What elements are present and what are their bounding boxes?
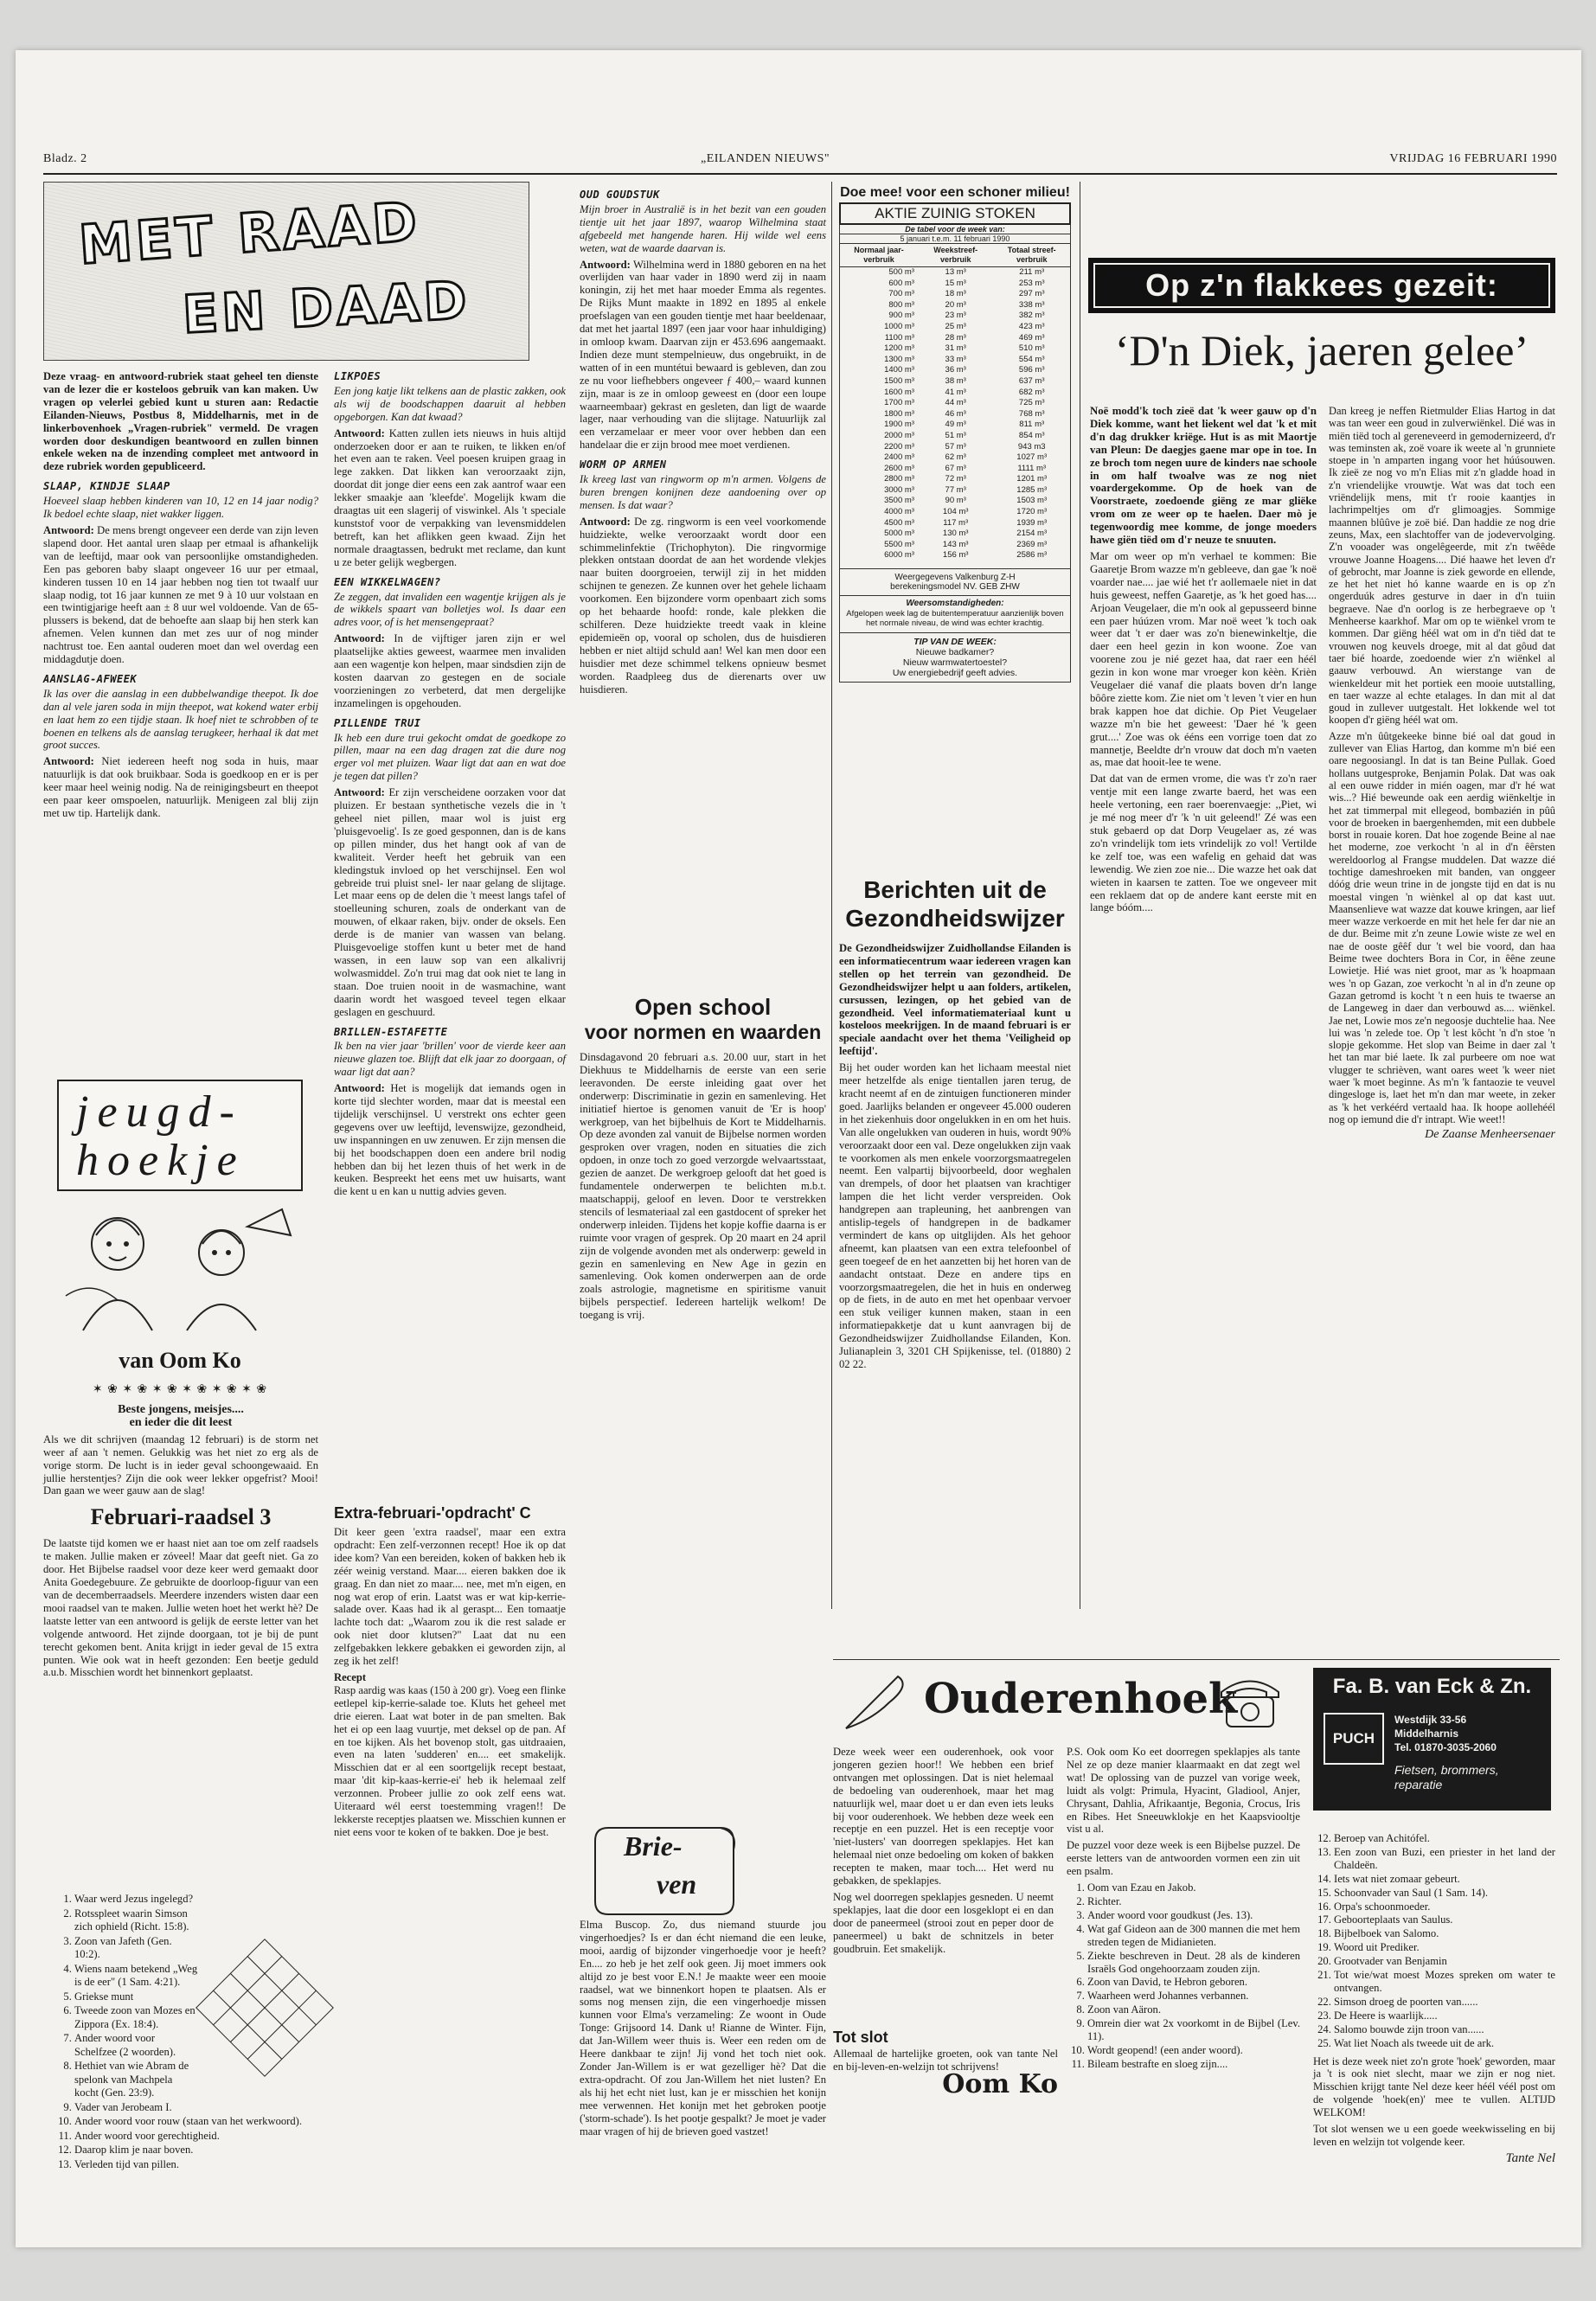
- table-cell: 1900 m³: [884, 420, 914, 430]
- puzzle-item: 25. Wat liet Noach als tweede uit de ark.: [1334, 2037, 1555, 2050]
- jeugd-illustration: [48, 1080, 308, 1339]
- quiz-item: 8. Hethiet van wie Abram de spelonk van Machpela kocht (Gen. 23:9).: [74, 2060, 199, 2100]
- table-cell: 1503 m³: [1016, 496, 1048, 506]
- ad-address-line: Middelharnis: [1394, 1727, 1459, 1740]
- answer-label: Antwoord:: [580, 515, 631, 528]
- raad-column-1: [43, 370, 318, 824]
- table-cell: 51 m³: [945, 430, 966, 440]
- table-row: [840, 376, 1070, 388]
- table-cell: 117 m³: [943, 517, 969, 528]
- ouderen-paragraph: Deze week weer een ouderenhoek, ook voor jongeren gezien hoor!! We hebben een brief ontvangen met oplossingen. Dat is niet helemaal de bedoeling van ouderenhoek, maar het mag natuurlijk wel, maar doet u er dan even iets leuks bij voor ouderenhoek. We hebben deze week een receptje en een puzzel. Het is een receptje voor 'niet-lusters' van doorregen speklapjes. Het kan helemaal niet onze bedoeling om koken of bakken recepten te maken, maar toch.... Het werd nu gebakken, de speklapjes.: [833, 1746, 1054, 1888]
- table-cell: 1800 m³: [884, 408, 914, 419]
- open-school-title: Open school: [634, 994, 772, 1020]
- puzzle-item: 13. Een zoon van Buzi, een priester in het land der Chaldeën.: [1334, 1846, 1555, 1872]
- raad-item-title: LIKPOES: [334, 370, 381, 382]
- table-cell: 596 m³: [1018, 365, 1045, 375]
- puzzle-item: 16. Orpa's schoonmoeder.: [1334, 1900, 1555, 1913]
- decorative-dots: ✶ ❀ ✶ ❀ ✶ ❀ ✶ ❀ ✶ ❀ ✶ ❀: [92, 1383, 268, 1396]
- table-cell: 1700 m³: [884, 398, 914, 408]
- table-cell: 28 m³: [945, 332, 966, 343]
- gezondheid-intro: De Gezondheidswijzer Zuidhollandse Eilanden is een informatiecentrum waar iedereen vragen kan stellen op het terrein van gezondheid. De Gezondheidswijzer helpt u aan folders, artikelen, cursussen, lezingen, op het gebied van de gezondheid. Veel informatiemateriaal kunt u kosteloos meekrijgen. In de maand februari is er speciale aandacht over het thema 'Veiligheid op leeftijd'.: [839, 942, 1071, 1058]
- table-cell: 423 m³: [1018, 321, 1045, 331]
- tip-title: TIP VAN DE WEEK:: [840, 632, 1070, 647]
- quiz-item: 3. Zoon van Jafeth (Gen. 10:2).: [74, 1935, 199, 1962]
- answer-text: Het is mogelijk dat iemands ogen in korte tijd slechter worden, maar dat is meestal een tijdelijk verschijnsel. U verstrekt ons echter geen gegevens over uw leeftijd, levenswijze, gezondheid, uw inspanningen en uw zenuwen. Er zijn mensen die bij het boodschappen doen een andere bril nodig hebben dan bij het lezen thuis of het werk in de keuken. Bespreekt het eens met uw huisarts, want die kent u en kan u nuttig advies geven.: [334, 1082, 566, 1198]
- ouderen-puzzle-list: [1067, 1881, 1300, 2071]
- flakkees-column-2: [1329, 405, 1555, 1145]
- table-cell: 1500 m³: [884, 375, 914, 386]
- table-cell: 23 m³: [945, 311, 966, 321]
- raad-item-title: WORM OP ARMEN: [580, 458, 667, 471]
- table-row: [840, 333, 1070, 344]
- table-row: [840, 507, 1070, 518]
- table-cell: 2369 m³: [1016, 539, 1048, 549]
- ouderen-column-3: [1313, 1832, 1555, 2165]
- table-cell: 33 m³: [945, 354, 966, 364]
- table-cell: 46 m³: [945, 408, 966, 419]
- weer-line1: Weergegevens Valkenburg Z-H: [840, 568, 1070, 582]
- recept-text: Rasp aardig was kaas (150 à 200 gr). Voeg een flinke eetlepel kip-kerrie-salade toe. Kluts het geheel met drie eieren. Laat wat boter in de pan smelten. Bak het ei op een laag vuurtje, met deksel op de pan. Af en toe kijken. Als het bovenop stolt, gas uitdraaien, even na laten 'sudderen' en.... eet smakelijk. Misschien dat er al een soortgelijk recept bestaat, maar 'dit kip-kaas-kerrie-ei' heb ik helemaal zelf verzonnen. Probeer jullie zo ook zelf eens wat. Uiteraard wél eerst toestemming vragen!! De lekkerste receptjes plaatsen we. Misschien kunnen er niet eens voor te koken of te bakken. Doe je best.: [334, 1683, 566, 1838]
- raad-item-answer: [43, 524, 318, 666]
- table-cell: 90 m³: [945, 496, 966, 506]
- ouderen-column-2: [1067, 1746, 1300, 2072]
- table-cell: 15 m³: [945, 278, 966, 288]
- flakkees-paragraph: Mar om weer op m'n verhael te kommen: Bie Gaaretje Brom wazze m'n gebleeve, dan gae 'k noë voarder nae.... jae wié het t'r aollemaele niet in dat huis geweest, neffen Gaaretje, as 'k het goed has.... Arjoan Veugelaer, die m'n ook al gepusseerd binne een paer húúzen vrom. Mar noë weet 'k toch oak weer dat 't er daer was zo'n bienewinkeltje, die daer een heel gezin in kon woone. Zoe van voorene zou je nié gezet haa, dat raer een héél gezin in kon wone mar vroeger kon kèèn. Krièn Veugelaer dié vanaf die plaats boven dr'n lange bôôre ziette kom. Zie niet om 't leven 't vier en hun brak kappen hoe dat dichie. Op Piet Veugelaer wazze m'n bie het geweest: 'Daer hé 'k geen grut....' Zoe was ok ééns een vorrige toen dat zo mannetje, Beeldte dr'n vrouw dat doch m'n vaeten as, mae dat hooit-lee te wene.: [1090, 549, 1317, 769]
- table-cell: 500 m³: [888, 267, 914, 277]
- table-cell: 143 m³: [942, 539, 969, 549]
- table-cell: 156 m³: [942, 550, 969, 561]
- raad-item-answer: [334, 427, 566, 569]
- table-cell: 600 m³: [888, 278, 914, 288]
- table-row: [840, 431, 1070, 442]
- quiz-item: 12. Daarop klim je naar boven.: [74, 2144, 346, 2157]
- ad-address-line: Tel. 01870-3035-2060: [1394, 1741, 1497, 1753]
- table-row: [840, 518, 1070, 529]
- raad-item-answer: [334, 632, 566, 709]
- jeugd-title-line1: jeugd-: [76, 1087, 243, 1137]
- quiz-item: 9. Vader van Jerobeam I.: [74, 2101, 199, 2115]
- quill-icon: [837, 1668, 915, 1737]
- table-cell: 130 m³: [942, 529, 969, 539]
- totslot-text: Allemaal de hartelijke groeten, ook van tante Nel en bij-leven-en-welzijn tot schrijvens!: [833, 2047, 1058, 2073]
- table-row: [840, 300, 1070, 311]
- table-cell: 253 m³: [1018, 278, 1045, 288]
- table-cell: 297 m³: [1018, 289, 1045, 299]
- answer-text: Katten zullen iets nieuws in huis altijd onderzoeken door er aan te ruiken, te likken en/of het even aan te raken. Veel poesen kruipen graag in lege zakken. Dat likken kan veroorzaakt zijn, doordat dit jonge dier eens een zak aantrof waar een lekker smaakje aan 'kleefde'. Mogelijk kwam die draagtas uit een slagerij of viswinkel. Als 't speciale kunststof voor de verpakking van levensmiddelen betreft, kan het aflikken geen kwaad. Zijn het normale draagtassen, bedrukt met reclame, dan kunt u ze beter gelijk wegbergen.: [334, 426, 566, 568]
- puzzle-item: 18. Bijbelboek van Salomo.: [1334, 1927, 1555, 1940]
- table-row: [840, 279, 1070, 290]
- table-row: [840, 398, 1070, 409]
- ouderen-puzzle-list-2: [1313, 1832, 1555, 2050]
- table-cell: 2586 m³: [1016, 550, 1048, 561]
- quiz-item: 2. Rotsspleet waarin Simson zich ophield (Richt. 15:8).: [74, 1907, 199, 1934]
- flakkees-paragraph: Dan kreeg je neffen Rietmulder Elias Hartog in dat was tan weer een goud in zulverwiënkel. Dié was in miën tiëd toch al gereneveerd in gemodernizeerd, d'r was teminsten ak, zoë voare ik weete al 'n grunniete stoepe in 'n amparten ingang voor het húúsouwen. Ik zieë ze nog vo m'n Elias mit z'n gladde hoad in z'n vriendelijke vrouwtje. Wat was dat toch een vriëndelijk mens, mit t'r rooie kaantjes in lachrimpeltjes om d'r glimoagjes. Sommige maannen blûûve je zoë bié. Dan haddie ze nog drie zeuns, Max, een slachtoffer van de jodevervolging. Z'n vooader was ongelêgeerde, mit z'n twêêde vrouwe Joanne Hoagens.... Dié haawe het leven d'r of gebrocht, mar Joanne is ziek geworde en ellende, ze het het niet hó kanne waarde en is op z'n ongerduúk adres gesturve in daer in d'n tuiin begraeve. Nae d'n oorlog is ze herbegraeve op 't Menheerse kaarkhof. Mar om op te wiënkel vrom te kommen. Dar giëng héél wat om in d'n tiëd dat te vrouwen nog keuvels droege, mit al dat gôud dat taer bié hoarde, zoedoende wier z'n wiënkel al gaauw verbouwd. An wierstange van de wienkeldeur mit het portiek een mooie uutstalling, en taer wazze al echte etalages. In dan mit al dat goud in zullever uutgestalt. Het lokkende wel tot koopen d'r giëng héél wat om.: [1329, 405, 1555, 727]
- raad-column-2: [334, 370, 566, 1202]
- raadsel-text: De laatste tijd komen we er haast niet aan toe om zelf raadsels te maken. Jullie maken er zóveel! Maar dat geeft niet. Ga zo door. Het Bijbelse raadsel voor deze keer werd gemaakt door Anita Goedegebuure. Ze gebruikte de doorloop-figuur van een van de decemberraadsels. Meerdere inzenders wisten daar een mooi raadsel van te maken. Jullie weten hoet het werkt hè? De laatste letter van een antwoord is gelijk de eerste letter van het volgende antwoord. Het zijnde doorgaan, tot je bij de punt terecht gekomen bent. Anita krijgt in ieder geval de 15 extra punten. Wie ook wat in heeft gezonden: Een beetje geduld a.u.b. Misschien wordt het binnenkort geplaatst.: [43, 1537, 318, 1679]
- page-header: [43, 152, 1557, 173]
- raad-item-answer: [580, 259, 826, 452]
- table-row: [840, 355, 1070, 366]
- puzzle-item: 5. Ziekte beschreven in Deut. 28 als de kinderen Israëls God ongehoorzaam zouden zijn.: [1087, 1950, 1300, 1976]
- raad-intro: Deze vraag- en antwoord-rubriek staat geheel ten dienste van de lezer die er kosteloos gebruik van kan maken. Uw vragen op velerlei gebied kunt u sturen aan: Redactie Eilanden-Nieuws, Postbus 8, Middelharnis, met in de linkerbovenhoek „Vragen-rubriek" vermeld. De vragen worden door deskundigen beantwoord en zullen binnen enkele weken na de inzending compleet met antwoord in deze rubriek worden gepubliceerd.: [43, 370, 318, 473]
- table-row: [840, 550, 1070, 561]
- puzzle-item: 4. Wat gaf Gideon aan de 300 mannen die met hem streden tegen de Midianieten.: [1087, 1923, 1300, 1949]
- raad-item-question: Ze zeggen, dat invaliden een wagentje krijgen als je de wikkels spaart van bolletjes wol. Is daar een adres voor, of is het mensengepraat?: [334, 590, 566, 629]
- raad-item-question: Ik kreeg last van ringworm op m'n armen. Volgens de buren brengen konijnen deze aandoening over op mensen. Is dat waar?: [580, 473, 826, 511]
- table-cell: 2200 m³: [884, 441, 914, 452]
- table-cell: 1285 m³: [1016, 484, 1048, 495]
- raad-item-answer: [43, 755, 318, 820]
- brieven-title-line2: ven: [657, 1868, 697, 1900]
- table-cell: 2600 m³: [884, 463, 914, 473]
- table-cell: 36 m³: [945, 365, 966, 375]
- quiz-item: 11. Ander woord voor gerechtigheid.: [74, 2130, 346, 2144]
- table-row: [840, 540, 1070, 551]
- raad-banner-line1: MET RAAD: [76, 189, 423, 277]
- table-cell: 72 m³: [945, 474, 966, 484]
- table-cell: 38 m³: [945, 375, 966, 386]
- gezondheid-text: Bij het ouder worden kan het lichaam meestal niet meer hetzelfde als enige tientallen jaren terug, de kracht neemt af en de zintuigen functioneren minder goed. Jaarlijks belanden er ongeveer 45.000 ouderen in het ziekenhuis door ongelukken in en om het huis. Van alle ongelukken van ouderen in huis, wordt 90% veroorzaakt door een val. Deze ongelukken zijn vaak te voorkomen als men enkele voorzorgsmaatregelen neemt. Een valpartij bijvoorbeeld, door weghalen van drempels, of door het plaatsen van krachtiger lampen die het licht verder verspreiden. Ook handgrepen aan trapleuning, het aanbrengen van antislip-tegels of handgrepen in de badkamer vermindert de kans op uitglijden. Als het gehoor afneemt, kan plaatsen van een extra telefoonbel of geen toegeef de en het aanzetten bij het horen van de aandacht ontstaat. Deze en andere tips en voorzorgsmaatregelen, die het in huis en onderweg op de fiets, in de auto en met het openbaar vervoer een stuk veiliger kunnen maken, staan in een informatiepakketje dat u kunt aanvragen bij de Gezondheidswijzer Zuidhollandse Eilanden, Kon. Julianaplein 3, 3201 CH Spijkenisse, tel. (01880) 2 02 22.: [839, 1061, 1071, 1370]
- table-cell: 1000 m³: [884, 321, 914, 331]
- table-cell: 682 m³: [1018, 387, 1045, 397]
- flakkees-intro: Noë modd'k toch zieë dat 'k weer gauw op d'n Diek komme, want het liekent wel dat 'k et mit d'n dag drukker kriëge. Hut is as mit Maortje van Pleun: De daegjes gaene mar ope in toe. In ze broch tom negen uure de kinders nae schoole in om half twoalve was ze nog niet voardergekomme. Op de hoek van de Voorstraete, zoedoende giëng ze mar gliëke vrom om ze weer op te haelen. Daer mò je tegenwoordig mee komme, de jonge moeders hawe giën tiëd om d'r neuze te snuuten.: [1090, 405, 1317, 547]
- milieu-title: Doe mee! voor een schoner milieu!: [840, 185, 1070, 200]
- answer-text: De zg. ringworm is een veel voorkomende huidziekte, welke veroorzaakt wordt door een schimmelinfektie (Trichophyton). Die ringvormige plekken ontstaan doordat de aan het wordende vlekjes naar buiten doorgroeien, terwijl zij in het midden schijnen te genezen. Ze kunnen over het gehele lichaam voorkomen. Een bijzondere vorm openbaart zich soms op het behaarde hoofd: ronde, kale plekken die schilferen. Deze huidziekte treedt vaak in kleine epidemieën op, vooral op scholen, dus de huisdieren hebben er niet altijd schuld aan! Wel kan men door een huisdier met deze schimmel telkens opnieuw besmet worden. Raadpleeg dus de dierenarts over uw huisdieren.: [580, 515, 826, 695]
- raad-item-answer: [334, 786, 566, 1018]
- puzzle-item: 1. Oom van Ezau en Jakob.: [1087, 1881, 1300, 1894]
- table-cell: 2800 m³: [884, 474, 914, 484]
- jeugd-title-line2: hoekje: [76, 1136, 246, 1185]
- table-row: [840, 289, 1070, 300]
- column-header: Weekstreef-verbruik: [918, 244, 993, 267]
- column-rule: [831, 182, 832, 1609]
- column-header: Totaal streef-verbruik: [993, 244, 1070, 267]
- ad-slogan-line: reparatie: [1394, 1778, 1443, 1791]
- table-cell: 104 m³: [942, 507, 969, 517]
- answer-label: Antwoord:: [334, 1082, 385, 1095]
- table-cell: 1100 m³: [884, 332, 914, 343]
- table-cell: 1300 m³: [884, 354, 914, 364]
- ad-logo: PUCH: [1324, 1713, 1384, 1765]
- tip-line: Nieuw warmwatertoestel?: [902, 657, 1008, 669]
- puzzle-item: 14. Iets wat niet zomaar gebeurt.: [1334, 1873, 1555, 1886]
- table-cell: 13 m³: [945, 267, 966, 277]
- raad-item-answer: [334, 1082, 566, 1198]
- puzzle-item: 19. Woord uit Prediker.: [1334, 1941, 1555, 1954]
- raad-item-title: BRILLEN-ESTAFETTE: [334, 1025, 448, 1038]
- table-row: [840, 485, 1070, 497]
- table-row: [840, 420, 1070, 431]
- raad-item-title: SLAAP, KINDJE SLAAP: [43, 480, 170, 493]
- ouderen-paragraph: De puzzel voor deze week is een Bijbelse puzzel. De eerste letters van de antwoorden vormen een zin uit een psalm.: [1067, 1839, 1300, 1878]
- table-cell: 943 m3: [1017, 441, 1046, 452]
- table-row: [840, 322, 1070, 333]
- milieu-box: [839, 184, 1071, 683]
- table-cell: 768 m³: [1018, 408, 1045, 419]
- telephone-icon: [1218, 1673, 1282, 1734]
- puzzle-item: 17. Geboorteplaats van Saulus.: [1334, 1913, 1555, 1926]
- table-cell: 211 m³: [1019, 267, 1045, 277]
- tip-line: Nieuwe badkamer?: [915, 647, 995, 658]
- flakkees-paragraph: Dat dat van de ermen vrome, die was t'r zo'n raer ventje mit een lange zwarte baerd, het was een heele vertoning, een raer boerenvaegje: ,,Piet, wi je mé nog meer d'r 'k 'n uit geleend!' Zé was een stuk gebaerd op dat Dorp Veugelaer as, zé was zo'n vrindelijk tom iets vrindelijk zo vol! Vertilde ke zelf toe, was een wafelig en gehaid dat was lewendig. We zien zoe nie... Die wazze het oak dat wieten in kaarsen te zatten. Toe we ongeveer mit een reklaem dat op de andere kant eerste mit en lange bóóm....: [1090, 772, 1317, 914]
- table-cell: 44 m³: [945, 398, 966, 408]
- open-school-article: [580, 989, 826, 1325]
- opdracht-title: Extra-februari-'opdracht' C: [334, 1504, 531, 1522]
- brieven-title-line1: Brie-: [624, 1830, 683, 1862]
- answer-text: Wilhelmina werd in 1880 geboren en na het overlijden van haar vader in 1890 werd zij in naam koningin, zij het met haar moeder Emma als regentes. De Rijks Munt maakte in 1892 en 1895 al enkele proefslagen van een gouden tientje met haar beeldenaar, dat met het jaartal 1897 (een jaar voor haar inhuldiging) in omloop kwam. Daarvan zijn er 453.696 aangemaakt. Indien deze munt stempelnieuw, dus ongebruikt, in de watten of in een muntétui bewaard is gebleven, dan zou ze nu voor liefhebbers ongeveer ƒ 400,– waard kunnen zijn, maar is ze in omloop geweest en (door een loupe waarneembaar) gekrast en gesleten, dan ligt de waarde lager, naar verhouding van die slijtage. Natuurlijk zal een verzamelaar er meer voor over hebben dan een handelaar die er zijn brood mee moet verdienen.: [580, 258, 826, 452]
- quiz-item: 6. Tweede zoon van Mozes en Zippora (Ex. 18:4).: [74, 2004, 199, 2031]
- milieu-tabel-label: De tabel voor de week van:: [840, 225, 1070, 234]
- raad-banner: [43, 182, 529, 361]
- puzzle-item: 21. Tot wie/wat moest Mozes spreken om water te ontvangen.: [1334, 1969, 1555, 1995]
- puzzle-item: 12. Beroep van Achitófel.: [1334, 1832, 1555, 1845]
- raad-item-question: Ik las over die aanslag in een dubbelwandige theepot. Ik doe dan al vele jaren soda in mijn theepot, wat kokend water erbij en laat hem zo een tijdje staan. Ik hoef niet te schrobben of te boenen en telkens als de aanslag terugkeer, herhaal ik dat met groot succes.: [43, 687, 318, 752]
- table-cell: 900 m³: [888, 311, 914, 321]
- header-rule: [43, 173, 1557, 175]
- opdracht-text: Dit keer geen 'extra raadsel', maar een extra opdracht: Een zelf-verzonnen recept! Hoe ik op dat idee kom? Van een bereiden, koken of bakken heb ik zéér weinig verstand. Maar.... eieren bakken doe ik graag. En dan niet zo maar.... nee, met m'n eigen, en nog wat erop of erin. Laatst was er wat kip-kerrie-salade over. Kaas had ik al geraspt... Een tomaatje lachte toch dat: „Waarom zou ik die rest salade er ook niet door klutsen?" Laat dat nu een zelfgebakken lekkere gebakken ei geworden zijn, al zeg ik het zelf!: [334, 1526, 566, 1668]
- table-cell: 1939 m³: [1016, 517, 1048, 528]
- puzzle-item: 11. Bileam bestrafte en sloeg zijn....: [1087, 2058, 1300, 2071]
- puzzle-item: 3. Ander woord voor goudkust (Jes. 13).: [1087, 1909, 1300, 1922]
- table-cell: 3500 m³: [884, 496, 914, 506]
- table-cell: 637 m³: [1018, 375, 1045, 386]
- milieu-period: 5 januari t.e.m. 11 februari 1990: [840, 234, 1070, 244]
- flakkees-author: De Zaanse Menheersenaer: [1425, 1128, 1555, 1142]
- ad-slogan: [1394, 1763, 1499, 1792]
- brieven-column: [580, 1919, 826, 2141]
- table-row: [840, 343, 1070, 355]
- jeugd-intro: Als we dit schrijven (maandag 12 februari) is de storm net weer af aan 't nemen. Gelukkig was het niet zo erg als de vorige storm. De lucht is in ieder geval schoongewaaid. En jullie herstentjes? Zijn die ook weer lekker opgefrist? Mooi! Dan gaan we weer gauw aan de slag!: [43, 1433, 318, 1497]
- tante-nel-signoff: Tante Nel: [1505, 2150, 1555, 2165]
- quiz-item: 5. Griekse munt: [74, 1990, 199, 2004]
- flakkees-paragraph: Azze m'n ûûtgekeeke binne bié oal dat goud in zullever van Elias Hartog, dan komme m'n bié een oare negoosiangl. In dat is tan Beine Pullak. Goed hollans uutgesproke, Benjamin Polak. Dat was oak al een ouwe ridder in mién oagen, mar d'r hé wat wis...? Hié beweunde oak een aerdig wiënkeltje in het zat timmerpal mit ellegeod, bombazién in pûû voor de broeken in baergenhemden, mit een dubbele borst in rouaie koren. Dat hoe zogende Beine al nae het moderne, zoe verkocht 'n al in d'n êêrsten wereldoorlog al Frangse muddelen. Dat wazze dié tochtige dameshroeken mit banden, van onggeer dóóg drie weun trine in de jongste tijd en dat is nu moestal vingen 'n wiènkel al op dat kast uut. Maansenlieve wat wazze dat kouwe kringen, aar lief meer wazze verkoerde en mit het hele fer dar nie an de dur. Beime mit z'n zeune Lowie wiste ze wel en nae de ooste gêêf dur 't wel bie voord, dan haa Beime twee dochters Bora in Cor, in êêne zeune Lowietje. Hié was niet groot, mar as 'k hoapmaan wes 'n op Gazan, zoe verkocht 'n al in d'n zeune op Gazan getromd is kocht 't n een huis te twaerse an de Langeweg in daer dan verbouwd as.... wiënkel. Jae net, Lowie mos ze'n negoosje duchtelie haa. Nee lui was 'n zelede toe. Op 't lest kôcht 'n d'n stoe 'n slopje gekomme. Het slop van Beime in daer zal 't het tan mar bié laete. Ik zal purbeere om noe wat vlugger te schrièven, want oares weet 'k weer niet waer 'k moet beginne. As m'n 'k fantaozie te veuvel dingesloge is, laet het m'n dan mar weete, in zeker as 'k het verkéérd vertaald haa. Ik hoope aollehéél nog op iemund die d'r intrapt. Wie weet!!: [1329, 729, 1555, 1125]
- flakkees-banner: [1088, 258, 1555, 313]
- flakkees-column-1: [1090, 405, 1317, 918]
- ad-company-name: Fa. B. van Eck & Zn.: [1332, 1675, 1532, 1698]
- table-cell: 57 m³: [945, 441, 966, 452]
- jeugd-byline: van Oom Ko: [119, 1348, 241, 1373]
- ouderen-paragraph: Nog wel doorregen speklapjes gesneden. U neemt speklapjes, laat die door een losgeklopt ei en dan door de paneermeel (strooi zout en peper door de paneermeel) u bakt de schnitzels in beter goudbruin. Eet smakelijk.: [833, 1890, 1054, 1955]
- ouderen-paragraph: P.S. Ook oom Ko eet doorregen speklapjes als tante Nel ze op deze manier klaarmaakt en dat zegt wel wat! De oplossing van de puzzel van vorige week, luidt als volgt: Primula, Hyacint, Gladiool, Anjer, Chrysant, Dahlia, Afrikaantje, Begonia, Crocus, Iris en Ribes. Het Sneeuwklokje en het Kaapsviooltje vist u al.: [1067, 1746, 1300, 1836]
- jeugd-column: [43, 1404, 318, 1682]
- raad-item-question: Een jong katje likt telkens aan de plastic zakken, ook als wij de boodschappen daaruit al hebben opgeborgen. Kan dat kwaad?: [334, 384, 566, 423]
- table-cell: 41 m³: [945, 387, 966, 397]
- answer-text: De mens brengt ongeveer een derde van zijn leven slapend door. Het aantal uren slaap per etmaal is afhankelijk van de leeftijd, maar ook van persoonlijke omstandigheden. Een pas geboren baby slaapt ongeveer 16 uur per etmaal, kinderen tussen 10 en 14 jaar hebben nog tien tot twaalf uur slaap nodig, tot 16 jaar kunnen ze met 9 à 10 uur volstaan en een twintigjarige heeft aan ± 8 uur wel voldoende. Van de 65-plussers is bekend, dat de behoefte aan slaap bij hen sterk kan afnemen. Velen kunnen dan met zes uur of nog minder nachtrust toe. Een aantal ouderen moet dan wel overdag een middagdutje doen.: [43, 523, 319, 666]
- quiz-item: 10. Ander woord voor rouw (staan van het werkwoord).: [74, 2115, 346, 2129]
- table-cell: 2154 m³: [1016, 529, 1048, 539]
- puzzle-item: 22. Simson droeg de poorten van......: [1334, 1996, 1555, 2009]
- stoken-table: [840, 244, 1070, 561]
- table-row: [840, 529, 1070, 540]
- table-row: [840, 474, 1070, 485]
- weer-line2: berekeningsmodel NV. GEB ZHW: [890, 582, 1020, 593]
- issue-date: VRIJDAG 16 FEBRUARI 1990: [1389, 152, 1557, 165]
- answer-text: Er zijn verscheidene oorzaken voor dat pluizen. Er bestaan synthetische vezels die in 't geheel niet pillen, maar wol is juist erg 'pluisgevoelig'. Is ze goed gesponnen, dan is de kans op pillen minder, dus het hangt ook af van de kwaliteit. Verder heeft het gebruik van een kledingstuk invloed op het verschijnsel. Een wol gebreide trui pluist snel- ler naar gelang de slijtage. Let maar eens op de delen die 't meest langs tafel of stoelleuning schuren, zoals de onderkant van de mouwen, of elkaar raken, bijv. onder de oksels. Een derde is de manier van wassen van belang. Pluisgevoelige stoffen kunt u beter met de hand wassen, in een lauw sop van een alkalivrij wolwasmiddel. Zo'n trui mag dat ook niet te lang in staan. Doe truien nooit in de wasmachine, want daarin wordt het wasgoed teveel tegen elkaar geslagen en geschuurd.: [334, 786, 566, 1018]
- puzzle-item: 15. Schoonvader van Saul (1 Sam. 14).: [1334, 1887, 1555, 1900]
- weersomstandig-text: Afgelopen week lag de buitentemperatuur aanzienlijk boven het normale niveau, de wind was echter krachtig.: [846, 609, 1064, 629]
- table-row: [840, 365, 1070, 376]
- raad-item-answer: [580, 516, 826, 696]
- raad-item-title: OUD GOUDSTUK: [580, 189, 660, 201]
- ad-address-line: Westdijk 33-56: [1394, 1714, 1467, 1726]
- table-cell: 49 m³: [945, 420, 966, 430]
- table-row: [840, 442, 1070, 453]
- table-cell: 811 m³: [1019, 420, 1045, 430]
- table-cell: 725 m³: [1018, 398, 1045, 408]
- puzzle-item: 23. De Heere is waarlijk.....: [1334, 2009, 1555, 2022]
- table-cell: 1600 m³: [884, 387, 914, 397]
- ouderen-title: Ouderenhoek: [924, 1675, 1238, 1723]
- ouderen-banner: [837, 1668, 1287, 1737]
- table-header-row: [840, 244, 1070, 267]
- table-cell: 854 m³: [1018, 430, 1045, 440]
- puzzle-item: 2. Richter.: [1087, 1895, 1300, 1908]
- table-cell: 67 m³: [945, 463, 966, 473]
- raad-item-title: PILLENDE TRUI: [334, 716, 421, 729]
- table-cell: 5000 m³: [884, 529, 914, 539]
- table-cell: 1111 m³: [1017, 463, 1047, 473]
- ad-slogan-line: Fietsen, brommers,: [1394, 1763, 1499, 1777]
- table-cell: 2400 m³: [884, 452, 914, 463]
- table-cell: 4500 m³: [884, 517, 914, 528]
- raadsel-title: Februari-raadsel 3: [90, 1504, 272, 1530]
- gezondheid-title: Berichten uit de: [863, 876, 1047, 903]
- recept-label: Recept: [334, 1670, 367, 1683]
- table-row: [840, 267, 1070, 279]
- table-cell: 338 m³: [1018, 299, 1045, 310]
- answer-text: Niet iedereen heeft nog soda in huis, maar natuurlijk is dat ook bruikbaar. Soda is goedkoop en er is per keer maar heel weinig nodig. Na de reinigingsbeurt en theepot een paar keer omspoelen, natuurlijk. Menigeen zal blij zijn met uw tip. Hartelijk dank.: [43, 755, 318, 819]
- totslot-article: [833, 2029, 1058, 2099]
- quiz-item: 13. Verleden tijd van pillen.: [74, 2158, 346, 2172]
- raad-item-question: Mijn broer in Australië is in het bezit van een gouden tientje uit het jaar 1897, waarop Wilhelmina staat afgebeeld met hangende haren. Hij wilde wel eens weten, wat de waarde daarvan is.: [580, 202, 826, 254]
- brieven-banner: [591, 1815, 747, 1919]
- table-cell: 800 m³: [888, 299, 914, 310]
- newspaper-page: [16, 50, 1581, 2247]
- table-cell: 18 m³: [945, 289, 966, 299]
- puzzle-item: 20. Grootvader van Benjamin: [1334, 1955, 1555, 1968]
- answer-label: Antwoord:: [334, 632, 385, 645]
- page-number: Bladz. 2: [43, 152, 87, 165]
- table-row: [840, 388, 1070, 399]
- ouderen-closing: Het is deze week niet zo'n grote 'hoek' geworden, maar ja 't is ook niet slecht, maar we zijn er nog niet. Misschien krijgt tante Nel deze keer héél véél post om de volgende 'hoek(en)' mee te vullen. ALTIJD WELKOM!: [1313, 2054, 1555, 2119]
- gezondheid-title-2: Gezondheidswijzer: [845, 905, 1065, 932]
- jeugd-greeting-2: en ieder die dit leest: [129, 1415, 233, 1429]
- flakkees-banner-text: Op z'n flakkees gezeit:: [1145, 267, 1498, 303]
- puzzle-grid-icon: [189, 1932, 341, 2084]
- table-cell: 31 m³: [945, 343, 966, 354]
- puzzle-item: 8. Zoon van Aäron.: [1087, 2003, 1300, 2016]
- puzzle-item: 10. Wordt geopend! (een ander woord).: [1087, 2044, 1300, 2057]
- paper-name: „EILANDEN NIEUWS": [701, 152, 830, 165]
- raad-item-question: Hoeveel slaap hebben kinderen van 10, 12 en 14 jaar nodig? Ik bedoel echte slaap, niet wakker liggen.: [43, 495, 318, 521]
- open-school-text: Dinsdagavond 20 februari a.s. 20.00 uur, start in het Diekhuus te Middelharnis de eerste van een serie leeravonden. De eerste inleiding gaat over het onderwerp: Discriminatie in gezin en samenleving. Het initiatief hiertoe is genomen vanuit de 'Er is hoop' werkgroep, van het bijbelhuis de Kort te Middelharnis. Op deze avonden zal vanuit de Bijbelse normen worden gesproken over vragen, noden en situaties die zich opdoen, in onze toch zo goed verzorgde welvaartsstaat, gezien de aanzet. De werkgroep gelooft dat het goed is fundamentele onderwerpen te belichten m.b.t. maatschappij, geloof en leven. Door te verstrekken stencils of lesmateriaal zal een gastdocent of spreker het onderwerp inleiden. Tijdens het kopje koffie daarna is er ruimte voor vragen of gesprek. Op 20 maart en 24 april zijn de volgende avonden met als onderwerp: geweld in gezin en samenleving en New Age in gezin en samenleving. Ook komen onderwerpen aan de orde zoals astrologie, magnetisme en spiritisme vanuit bijbels perspectief. Iedereen hartelijk welkom! De toegang is vrij.: [580, 1051, 826, 1322]
- table-cell: 1027 m³: [1016, 452, 1048, 463]
- table-cell: 2000 m³: [884, 430, 914, 440]
- answer-text: In de vijftiger jaren zijn er wel plaatselijke akties geweest, waarmee men invaliden aan een wagentje kon helpen, maar sindsdien zijn de kosten daarvan zo gestegen en de sociale voorzieningen zo verbeterd, dat men dergelijke inzamelingen is opgehouden.: [334, 632, 566, 709]
- table-cell: 25 m³: [945, 321, 966, 331]
- raad-item-question: Ik heb een dure trui gekocht omdat de goedkope zo pillen, maar na een dag dragen zat die dure nog erger vol met pluizen. Waar ligt dat aan en wat doe je tegen dat pillen?: [334, 731, 566, 783]
- puzzle-item: 6. Zoon van David, te Hebron geboren.: [1087, 1976, 1300, 1989]
- table-cell: 6000 m³: [884, 550, 914, 561]
- ad-address: [1394, 1713, 1497, 1754]
- table-cell: 1400 m³: [884, 365, 914, 375]
- brieven-text: Elma Buscop. Zo, dus niemand stuurde jou vingerhoedjes? Is er dan écht niemand die een leuke, mooi, aardig of bijzonder vingerhoedje voor je heeft? En.... zo heb je het zelf ook geen. Jij moet immers ook altijd zo je best voor E.N.! Je maakte weer een mooie raadsel, wat we binnenkort hopen te plaatsen. Als er soms nog mensen zijn, die een vingerhoedje missen kunnen voor Elma's verzameling: Ze woont in Oude Tonge: Grijsoord 14. Dank u! Rianne de Winter. Fijn, dat Jan-Willem weer thuis is. Weer een reden om de Heere dankbaar te zijn! Jij vond het toch niet ook. Zonder Jan-Willem is er wat gezelliger hè? Dat die extra-opdracht. Of zou Jan-Willem het niet lusten? En als hij het echt niet lust, kan je er misschien het konijn mee verwennen. Het konijn met het gebroken pootje ('storm-schade'). Is het pootje gespalkt? Je moet je vader maar vragen of hij de brieven goed vastzet!: [580, 1919, 826, 2138]
- answer-label: Antwoord:: [334, 426, 385, 439]
- table-row: [840, 311, 1070, 322]
- van-eck-ad: [1313, 1668, 1551, 1811]
- quiz-item: 4. Wiens naam betekend „Weg is de eer" (1 Sam. 4:21).: [74, 1963, 199, 1990]
- answer-label: Antwoord:: [43, 755, 94, 768]
- table-cell: 3000 m³: [884, 484, 914, 495]
- flakkees-title: ‘D'n Diek, jaeren gelee’: [1114, 326, 1529, 375]
- children-drawing-icon: [48, 1192, 308, 1339]
- puzzle-item: 24. Salomo bouwde zijn troon van......: [1334, 2023, 1555, 2036]
- quiz-item: 7. Ander woord voor Schelfzee (2 woorden).: [74, 2032, 199, 2059]
- table-cell: 77 m³: [945, 484, 966, 495]
- answer-label: Antwoord:: [334, 786, 385, 799]
- table-cell: 700 m³: [888, 289, 914, 299]
- puzzle-item: 9. Omrein dier wat 2x voorkomt in de Bijbel (Lev. 11).: [1087, 2017, 1300, 2043]
- table-row: [840, 464, 1070, 475]
- answer-label: Antwoord:: [43, 523, 94, 536]
- section-rule: [833, 1659, 1560, 1660]
- oomko-signoff: Oom Ko: [942, 2068, 1058, 2099]
- table-cell: 382 m³: [1018, 311, 1045, 321]
- gezondheid-article: [839, 876, 1071, 1375]
- jeugd-greeting: Beste jongens, meisjes....: [118, 1403, 244, 1416]
- table-cell: 510 m³: [1018, 343, 1045, 354]
- table-cell: 4000 m³: [884, 507, 914, 517]
- quiz-item: 1. Waar werd Jezus ingelegd?: [74, 1893, 199, 1907]
- puzzle-item: 7. Waarheen werd Johannes verbannen.: [1087, 1990, 1300, 2003]
- table-row: [840, 496, 1070, 507]
- table-cell: 1201 m³: [1016, 474, 1048, 484]
- table-cell: 5500 m³: [884, 539, 914, 549]
- tip-line: Uw energiebedrijf geeft advies.: [892, 668, 1018, 679]
- table-cell: 1200 m³: [884, 343, 914, 354]
- opdracht-article: [334, 1503, 566, 1843]
- ouderen-column-1: [833, 1746, 1054, 1959]
- table-cell: 469 m³: [1018, 332, 1045, 343]
- raad-item-title: AANSLAG-AFWEEK: [43, 672, 138, 685]
- ouderen-closing: Tot slot wensen we u een goede weekwisseling en bij leven en welzijn tot volgende keer.: [1313, 2123, 1555, 2148]
- raad-item-question: Ik ben na vier jaar 'brillen' voor de vierde keer aan nieuwe glazen toe. Blijft dat elk jaar zo doorgaan, of waar ligt dat aan?: [334, 1040, 566, 1079]
- table-cell: 554 m³: [1018, 354, 1045, 364]
- answer-label: Antwoord:: [580, 258, 631, 271]
- milieu-subtitle: AKTIE ZUINIG STOKEN: [839, 202, 1071, 225]
- open-school-subtitle: voor normen en waarden: [584, 1021, 822, 1043]
- table-cell: 20 m³: [945, 299, 966, 310]
- raad-item-title: EEN WIKKELWAGEN?: [334, 575, 441, 588]
- totslot-title: Tot slot: [833, 2029, 888, 2046]
- column-header: Normaal jaar-verbruik: [840, 244, 918, 267]
- jeugd-title-box: [57, 1080, 303, 1191]
- raad-column-3: [580, 189, 826, 699]
- raad-banner-line2: EN DAAD: [181, 270, 472, 346]
- table-row: [840, 409, 1070, 420]
- table-cell: 62 m³: [945, 452, 966, 463]
- table-row: [840, 452, 1070, 464]
- weersomstandig-title: Weersomstandigheden:: [840, 595, 1070, 608]
- table-cell: 1720 m³: [1016, 507, 1048, 517]
